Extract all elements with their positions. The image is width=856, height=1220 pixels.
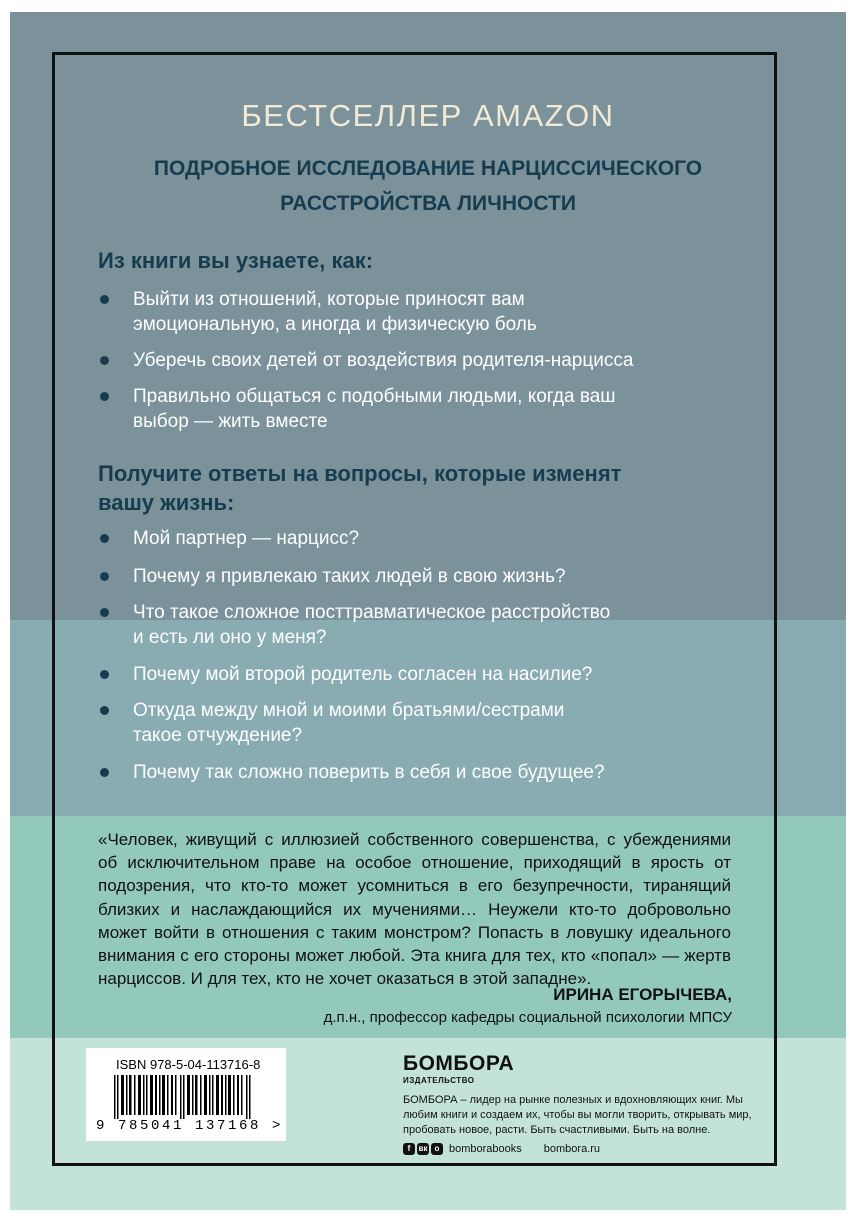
bullet-icon — [100, 534, 109, 543]
social-handle-link[interactable]: bomborabooks — [449, 1143, 522, 1155]
bestseller-headline: БЕСТСЕЛЛЕР AMAZON — [241, 98, 615, 133]
barcode-digits: 9 785041 137168 > — [96, 1118, 284, 1134]
learn-heading: Из книги вы узнаете, как: — [98, 248, 374, 273]
question-item — [133, 662, 743, 687]
question-item-line: Почему я привлекаю таких людей в свою жизнь? — [133, 566, 566, 587]
question-item-line: Откуда между мной и моими братьями/сестрами — [133, 700, 565, 721]
subtitle-line-2: РАССТРОЙСТВА ЛИЧНОСТИ — [280, 192, 576, 215]
question-item — [133, 600, 743, 650]
question-item-line: Почему так сложно поверить в себя и свое будущее? — [133, 762, 605, 783]
questions-heading-line: вашу жизнь: — [98, 490, 235, 515]
bullet-icon — [100, 706, 109, 715]
quote-author-credentials: д.п.н., профессор кафедры социальной психологии МПСУ — [323, 1009, 732, 1026]
bullet-icon — [100, 392, 109, 401]
learn-item-line: Уберечь своих детей от воздействия родителя-нарцисса — [133, 350, 634, 371]
question-item — [133, 698, 743, 748]
facebook-icon[interactable]: f — [403, 1143, 415, 1155]
questions-heading — [98, 459, 621, 517]
learn-item-line: Правильно общаться с подобными людьми, когда ваш — [133, 386, 616, 407]
question-item-line: Что такое сложное посттравматическое расстройство — [133, 602, 611, 623]
question-item-line: и есть ли оно у меня? — [133, 627, 327, 648]
website-link[interactable]: bombora.ru — [543, 1143, 601, 1155]
review-quote: «Человек, живущий с иллюзией собственного совершенства, с убеждениями об исключительном праве на особое отношение, приходящий в ярость от подозрения, что кто-то может усомниться в его безупречности, тиранящий близких и наслаждающийся их мучениями… Неужели кто-то добровольно может войти в отношения с таким монстром? Попасть в ловушку идеального внимания с его стороны может любой. Эта книга для тех, кто «попал» — жертв нарциссов. И для тех, кто не хочет оказаться в этой западне». — [98, 830, 731, 989]
quote-author: ИРИНА ЕГОРЫЧЕВА, — [553, 985, 732, 1004]
learn-item-line: Выйти из отношений, которые приносят вам — [133, 289, 525, 310]
publisher-description: БОМБОРА – лидер на рынке полезных и вдохновляющих книг. Мы любим книги и создаем их, чтобы вы могли творить, открывать мир, пробовать новое, расти. Быть счастливыми. Быть на волне. — [403, 1094, 752, 1136]
bullet-icon — [100, 768, 109, 777]
vk-icon[interactable]: вк — [418, 1144, 428, 1153]
learn-item — [133, 348, 743, 373]
publisher-logo-subtitle: ИЗДАТЕЛЬСТВО — [403, 1076, 475, 1085]
publisher-social-row — [403, 1143, 600, 1155]
question-item — [133, 760, 743, 785]
question-item — [133, 526, 743, 551]
ok-icon[interactable]: о — [431, 1143, 443, 1155]
learn-item — [133, 384, 743, 434]
barcode-icon — [114, 1075, 264, 1119]
question-item — [133, 564, 743, 589]
bullet-icon — [100, 608, 109, 617]
learn-item-line: выбор — жить вместе — [133, 411, 328, 432]
barcode-box — [86, 1048, 286, 1141]
question-item-line: Мой партнер — нарцисс? — [133, 528, 360, 549]
learn-item-line: эмоциональную, а иногда и физическую боль — [133, 314, 537, 335]
isbn-number: ISBN 978-5-04-113716-8 — [116, 1057, 261, 1072]
question-item-line: такое отчуждение? — [133, 725, 303, 746]
learn-item — [133, 287, 743, 337]
subtitle-line-1: ПОДРОБНОЕ ИССЛЕДОВАНИЕ НАРЦИССИЧЕСКОГО — [153, 157, 703, 180]
question-item-line: Почему мой второй родитель согласен на насилие? — [133, 664, 593, 685]
publisher-logo: БОМБОРА — [403, 1052, 515, 1075]
bullet-icon — [100, 356, 109, 365]
bullet-icon — [100, 572, 109, 581]
bullet-icon — [100, 670, 109, 679]
bullet-icon — [100, 295, 109, 304]
questions-heading-line: Получите ответы на вопросы, которые изменят — [98, 461, 622, 486]
